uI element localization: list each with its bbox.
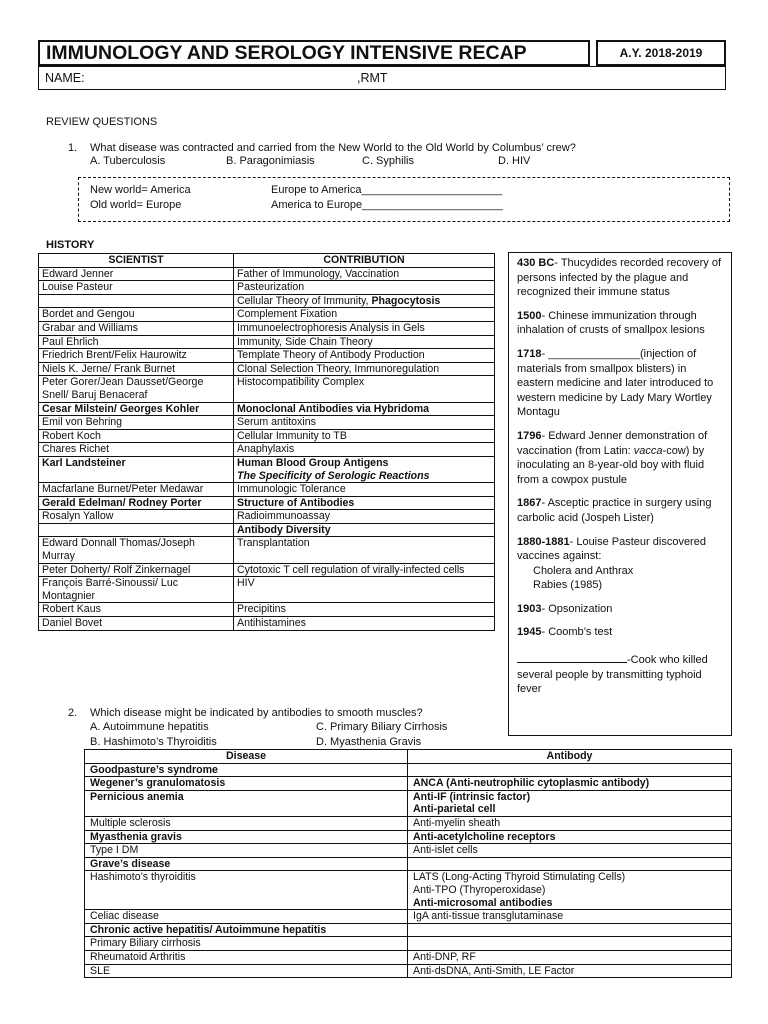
contribution-cell: Structure of Antibodies bbox=[234, 496, 495, 510]
table-row bbox=[85, 923, 732, 937]
contribution-cell: Human Blood Group Antigens The Specificity of Serologic Reactions bbox=[234, 456, 495, 482]
antibody-cell: Anti-IF (intrinsic factor) Anti-parietal cell bbox=[408, 790, 732, 816]
scientist-cell: Chares Richet bbox=[39, 443, 234, 457]
contribution-cell: Precipitins bbox=[234, 603, 495, 617]
table-row bbox=[39, 456, 495, 482]
contribution-cell: Template Theory of Antibody Production bbox=[234, 349, 495, 363]
table-row bbox=[39, 335, 495, 349]
timeline-entry: 1500- Chinese immunization through inhalation of crusts of smallpox lesions bbox=[517, 309, 705, 337]
scientist-cell: François Barré-Sinoussi/ Luc Montagnier bbox=[39, 577, 234, 603]
contribution-cell: Monoclonal Antibodies via Hybridoma bbox=[234, 402, 495, 416]
disease-cell: Chronic active hepatitis/ Autoimmune hepatitis bbox=[85, 923, 408, 937]
timeline-entry: 430 BC- Thucydides recorded recovery of persons infected by the plague and recognized their immune status bbox=[517, 257, 722, 299]
antibody-cell: Anti-islet cells bbox=[408, 844, 732, 858]
table-row bbox=[85, 830, 732, 844]
scientist-cell: Peter Gorer/Jean Dausset/George Snell/ Baruj Benaceraf bbox=[39, 376, 234, 402]
q2-option-c: C. Primary Biliary Cirrhosis bbox=[316, 721, 448, 733]
q2-option-d: D. Myasthenia Gravis bbox=[316, 736, 422, 748]
timeline-entry: 1903- Opsonization bbox=[517, 602, 613, 615]
disease-antibody-table bbox=[84, 749, 732, 978]
table-row bbox=[85, 937, 732, 951]
timeline-entry: 1718- _______________(injection of materials from smallpox blisters) in eastern medicine and later introduced to western medicine by Lady Mary Wortley Montagu bbox=[517, 347, 714, 419]
q2-number: 2. bbox=[68, 707, 78, 719]
contribution-cell: Antihistamines bbox=[234, 617, 495, 631]
scientist-cell bbox=[39, 294, 234, 308]
q1-option-b: B. Paragonimiasis bbox=[226, 155, 315, 167]
contribution-cell: Radioimmunoassay bbox=[234, 510, 495, 524]
world-right-2: America to Europe_______________________ bbox=[271, 199, 503, 211]
q1-number: 1. bbox=[68, 142, 78, 154]
antibody-cell bbox=[408, 857, 732, 871]
antibody-cell: Anti-dsDNA, Anti-Smith, LE Factor bbox=[408, 964, 732, 978]
scientist-cell: Robert Kaus bbox=[39, 603, 234, 617]
contribution-cell: Serum antitoxins bbox=[234, 416, 495, 430]
scientist-cell: Louise Pasteur bbox=[39, 281, 234, 295]
table-row bbox=[39, 294, 495, 308]
disease-cell: Primary Biliary cirrhosis bbox=[85, 937, 408, 951]
table-row bbox=[39, 563, 495, 577]
table-row bbox=[39, 267, 495, 281]
table-row bbox=[85, 910, 732, 924]
name-field bbox=[38, 66, 726, 90]
document-title: IMMUNOLOGY AND SEROLOGY INTENSIVE RECAP bbox=[38, 40, 590, 66]
timeline-entry: 1945- Coomb’s test bbox=[517, 626, 613, 639]
table-row bbox=[39, 308, 495, 322]
timeline-entry: 1867- Asceptic practice in surgery using carbolic acid (Jospeh Lister) bbox=[517, 497, 712, 524]
table-row bbox=[85, 964, 732, 978]
table-row bbox=[85, 790, 732, 816]
rmt-label: ,RMT bbox=[357, 71, 388, 85]
disease-cell: Wegener’s granulomatosis bbox=[85, 777, 408, 791]
table-row bbox=[39, 577, 495, 603]
scientist-cell: Niels K. Jerne/ Frank Burnet bbox=[39, 362, 234, 376]
table-row bbox=[39, 402, 495, 416]
scientist-cell: Edward Jenner bbox=[39, 267, 234, 281]
table-row bbox=[39, 443, 495, 457]
scientist-cell: Robert Koch bbox=[39, 429, 234, 443]
column-header: Antibody bbox=[408, 750, 732, 764]
table-header-row bbox=[39, 254, 495, 268]
disease-cell: Celiac disease bbox=[85, 910, 408, 924]
contribution-cell: Transplantation bbox=[234, 537, 495, 563]
history-table bbox=[38, 253, 495, 631]
disease-cell: Rheumatoid Arthritis bbox=[85, 950, 408, 964]
contribution-cell: HIV bbox=[234, 577, 495, 603]
q1-option-c: C. Syphilis bbox=[362, 155, 414, 167]
contribution-cell: Complement Fixation bbox=[234, 308, 495, 322]
scientist-cell: Macfarlane Burnet/Peter Medawar bbox=[39, 483, 234, 497]
contribution-cell: Antibody Diversity bbox=[234, 523, 495, 537]
table-row bbox=[39, 483, 495, 497]
table-row bbox=[39, 321, 495, 335]
table-row bbox=[39, 281, 495, 295]
scientist-cell: Friedrich Brent/Felix Haurowitz bbox=[39, 349, 234, 363]
scientist-cell: Karl Landsteiner bbox=[39, 456, 234, 482]
scientist-cell: Rosalyn Yallow bbox=[39, 510, 234, 524]
disease-cell: Hashimoto’s thyroiditis bbox=[85, 871, 408, 910]
table-row bbox=[85, 871, 732, 910]
disease-cell: Grave’s disease bbox=[85, 857, 408, 871]
scientist-cell: Peter Doherty/ Rolf Zinkernagel bbox=[39, 563, 234, 577]
scientist-cell: Paul Ehrlich bbox=[39, 335, 234, 349]
q1-option-a: A. Tuberculosis bbox=[90, 155, 166, 167]
table-row bbox=[39, 429, 495, 443]
antibody-cell: Anti-acetylcholine receptors bbox=[408, 830, 732, 844]
q2-question: Which disease might be indicated by antibodies to smooth muscles? bbox=[90, 707, 423, 719]
disease-cell: SLE bbox=[85, 964, 408, 978]
scientist-cell bbox=[39, 523, 234, 537]
contribution-cell: Clonal Selection Theory, Immunoregulation bbox=[234, 362, 495, 376]
scientist-cell: Edward Donnall Thomas/Joseph Murray bbox=[39, 537, 234, 563]
table-row bbox=[39, 617, 495, 631]
name-label: NAME: bbox=[45, 71, 85, 85]
table-row bbox=[39, 523, 495, 537]
world-box bbox=[78, 177, 730, 222]
disease-cell: Type I DM bbox=[85, 844, 408, 858]
world-right-1: Europe to America_______________________ bbox=[271, 184, 503, 196]
table-header-row bbox=[85, 750, 732, 764]
disease-cell: Myasthenia gravis bbox=[85, 830, 408, 844]
table-row bbox=[39, 496, 495, 510]
timeline-box bbox=[508, 252, 732, 736]
disease-cell: Multiple sclerosis bbox=[85, 816, 408, 830]
antibody-cell bbox=[408, 763, 732, 777]
contribution-cell: Cellular Immunity to TB bbox=[234, 429, 495, 443]
table-row bbox=[39, 376, 495, 402]
timeline-entry: 1796- Edward Jenner demonstration of vaccination (from Latin: vacca-cow) by inoculating an 8-year-old boy with fluid from a cowpox pustule bbox=[517, 429, 708, 486]
scientist-cell: Bordet and Gengou bbox=[39, 308, 234, 322]
contribution-cell: Immunity, Side Chain Theory bbox=[234, 335, 495, 349]
column-header: CONTRIBUTION bbox=[234, 254, 495, 268]
table-row bbox=[39, 416, 495, 430]
antibody-cell bbox=[408, 923, 732, 937]
antibody-cell bbox=[408, 937, 732, 951]
contribution-cell: Anaphylaxis bbox=[234, 443, 495, 457]
antibody-cell: Anti-DNP, RF bbox=[408, 950, 732, 964]
q2-option-b: B. Hashimoto’s Thyroiditis bbox=[90, 736, 217, 748]
table-row bbox=[85, 763, 732, 777]
contribution-cell: Immunologic Tolerance bbox=[234, 483, 495, 497]
scientist-cell: Daniel Bovet bbox=[39, 617, 234, 631]
timeline-subitem: Cholera and Anthrax bbox=[533, 564, 634, 577]
column-header: SCIENTIST bbox=[39, 254, 234, 268]
table-row bbox=[39, 362, 495, 376]
q1-option-d: D. HIV bbox=[498, 155, 531, 167]
academic-year: A.Y. 2018-2019 bbox=[596, 40, 726, 66]
antibody-cell: IgA anti-tissue transglutaminase bbox=[408, 910, 732, 924]
contribution-cell: Immunoelectrophoresis Analysis in Gels bbox=[234, 321, 495, 335]
antibody-cell: LATS (Long-Acting Thyroid Stimulating Cells) Anti-TPO (Thyroperoxidase) Anti-microsomal antibodies bbox=[408, 871, 732, 910]
contribution-cell: Father of Immunology, Vaccination bbox=[234, 267, 495, 281]
timeline-entry: -Cook who killed several people by transmitting typhoid fever bbox=[517, 654, 708, 696]
scientist-cell: Emil von Behring bbox=[39, 416, 234, 430]
table-row bbox=[39, 603, 495, 617]
scientist-cell: Gerald Edelman/ Rodney Porter bbox=[39, 496, 234, 510]
review-heading: REVIEW QUESTIONS bbox=[46, 116, 158, 128]
table-row bbox=[39, 537, 495, 563]
antibody-cell: Anti-myelin sheath bbox=[408, 816, 732, 830]
column-header: Disease bbox=[85, 750, 408, 764]
antibody-cell: ANCA (Anti-neutrophilic cytoplasmic antibody) bbox=[408, 777, 732, 791]
timeline-entry: 1880-1881- Louise Pasteur discovered vaccines against: Cholera and Anthrax Rabies (1985) bbox=[517, 535, 706, 592]
scientist-cell: Cesar Milstein/ Georges Kohler bbox=[39, 402, 234, 416]
table-row bbox=[85, 777, 732, 791]
contribution-cell: Cellular Theory of Immunity, Phagocytosis bbox=[234, 294, 495, 308]
q2-option-a: A. Autoimmune hepatitis bbox=[90, 721, 209, 733]
table-row bbox=[85, 857, 732, 871]
table-row bbox=[85, 950, 732, 964]
table-row bbox=[85, 844, 732, 858]
contribution-cell: Cytotoxic T cell regulation of virally-infected cells bbox=[234, 563, 495, 577]
world-left-1: New world= America bbox=[90, 184, 191, 196]
table-row bbox=[39, 349, 495, 363]
history-heading: HISTORY bbox=[46, 239, 95, 251]
q1-question: What disease was contracted and carried from the New World to the Old World by Columbus’ crew? bbox=[90, 142, 576, 154]
disease-cell: Pernicious anemia bbox=[85, 790, 408, 816]
contribution-cell: Histocompatibility Complex bbox=[234, 376, 495, 402]
table-row bbox=[85, 816, 732, 830]
disease-cell: Goodpasture’s syndrome bbox=[85, 763, 408, 777]
world-left-2: Old world= Europe bbox=[90, 199, 182, 211]
timeline-subitem: Rabies (1985) bbox=[533, 579, 603, 592]
contribution-cell: Pasteurization bbox=[234, 281, 495, 295]
scientist-cell: Grabar and Williams bbox=[39, 321, 234, 335]
table-row bbox=[39, 510, 495, 524]
